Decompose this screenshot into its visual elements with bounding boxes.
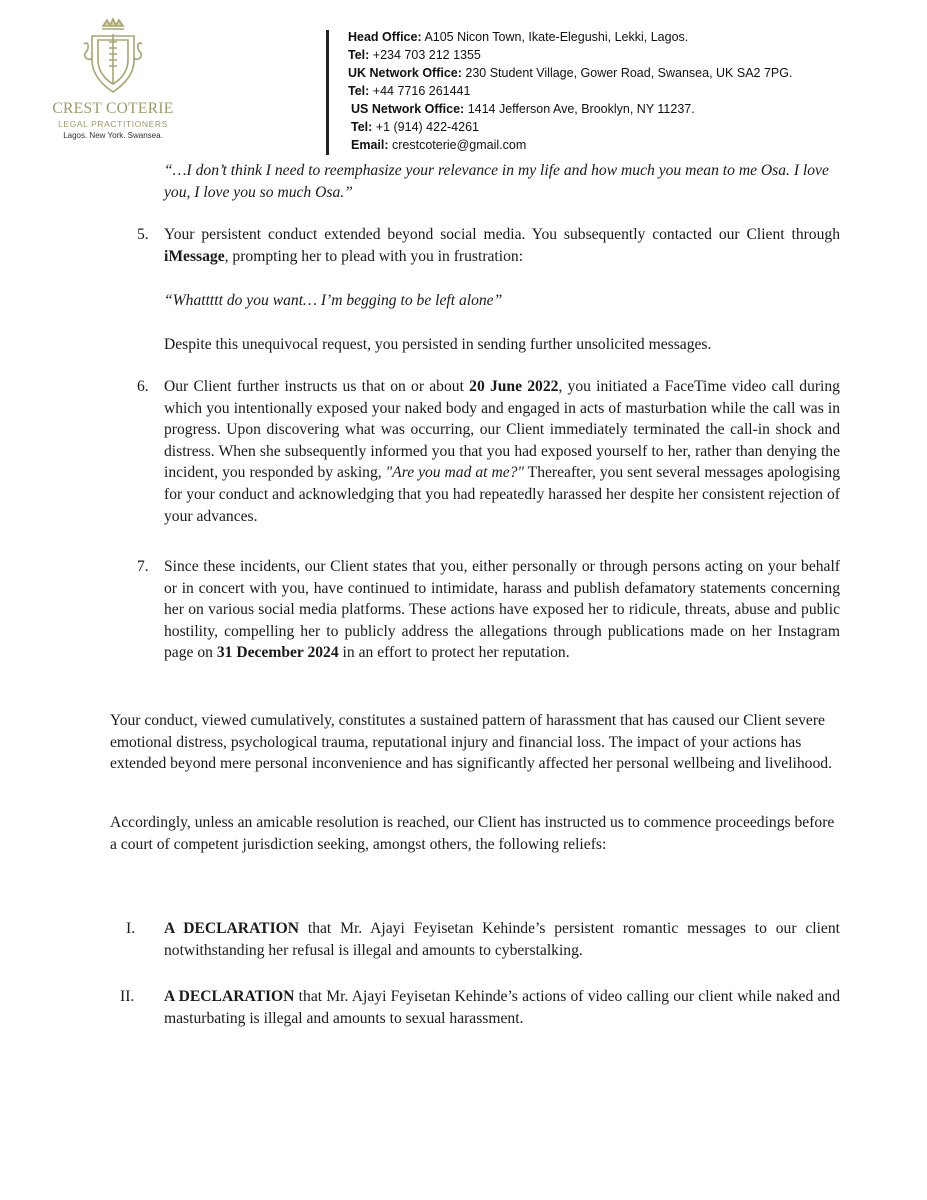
head-office-line: Head Office: A105 Nicon Town, Ikate-Elegushi, Lekki, Lagos. — [348, 30, 689, 44]
head-office-tel: Tel: +234 703 212 1355 — [348, 48, 481, 62]
item-6-text: Our Client further instructs us that on or about 20 June 2022, you initiated a FaceTime video call during which you intentionally exposed your naked body and engaged in acts of masturbation while the call was in progress. Upon discovering what was occurring, our Client immediately terminated the call-in shock and distress. When she subsequently informed you that you had exposed yourself to her, rather than denying the incident, you responded by asking, "Are you mad at me?" Thereafter, you sent several messages apologising for your conduct and acknowledging that you had repeatedly harassed her despite her consistent rejection of your advances. — [164, 378, 840, 525]
crest-emblem-icon — [78, 18, 148, 98]
firm-cities: Lagos. New York. Swansea. — [63, 131, 163, 140]
relief-2-text: A DECLARATION that Mr. Ajayi Feyisetan Kehinde’s actions of video calling our client while naked and masturbating is illegal and amounts to sexual harassment. — [164, 988, 840, 1027]
firm-subtitle: LEGAL PRACTITIONERS — [58, 119, 168, 129]
accordingly-paragraph: Accordingly, unless an amicable resolution is reached, our Client has instructed us to commence proceedings before a court of competent jurisdiction seeking, amongst others, the following reliefs: — [110, 814, 835, 853]
relief-1-text: A DECLARATION that Mr. Ajayi Feyisetan Kehinde’s persistent romantic messages to our client notwithstanding her refusal is illegal and amounts to cyberstalking. — [164, 920, 840, 959]
header-divider — [326, 30, 329, 155]
item-7-text: Since these incidents, our Client states that you, either personally or through persons acting on your behalf or in concert with you, have continued to intimidate, harass and publish defamatory statements concerning her on various social media platforms. These actions have exposed her to ridicule, threats, abuse and public hostility, compelling her to publicly address the allegations through publications made on her Instagram page on 31 December 2024 in an effort to protect her reputation. — [164, 558, 840, 662]
opening-quote: “…I don’t think I need to reemphasize your relevance in my life and how much you mean to me Osa. I love you, I love you so much Osa.” — [164, 162, 829, 201]
email-address: crestcoterie@gmail.com — [392, 138, 527, 152]
relief-1-numeral: I. — [126, 920, 136, 937]
uk-office-line: UK Network Office: 230 Student Village, Gower Road, Swansea, UK SA2 7PG. — [348, 66, 793, 80]
firm-logo — [48, 18, 178, 140]
item-5-followup: Despite this unequivocal request, you persisted in sending further unsolicited messages. — [164, 336, 712, 353]
email-line: Email: crestcoterie@gmail.com — [351, 138, 527, 152]
uk-office-tel: Tel: +44 7716 261441 — [348, 84, 471, 98]
firm-name: CREST COTERIE — [52, 100, 174, 117]
item-5-quote: “Whattttt do you want… I’m begging to be left alone” — [164, 292, 503, 309]
relief-2-numeral: II. — [120, 988, 135, 1005]
item-5-text: Your persistent conduct extended beyond social media. You subsequently contacted our Client through iMessage, prompting her to plead with you in frustration: — [164, 226, 840, 265]
contact-block — [348, 28, 792, 154]
us-office-tel: Tel: +1 (914) 422-4261 — [351, 120, 479, 134]
item-7-number: 7. — [137, 558, 149, 575]
us-office-line: US Network Office: 1414 Jefferson Ave, Brooklyn, NY 11237. — [351, 102, 695, 116]
item-6-number: 6. — [137, 378, 149, 395]
item-5-number: 5. — [137, 226, 149, 243]
conduct-paragraph: Your conduct, viewed cumulatively, constitutes a sustained pattern of harassment that has caused our Client severe emotional distress, psychological trauma, reputational injury and financial loss. The impact of your actions has extended beyond mere personal inconvenience and has significantly affected her personal wellbeing and livelihood. — [110, 712, 832, 773]
